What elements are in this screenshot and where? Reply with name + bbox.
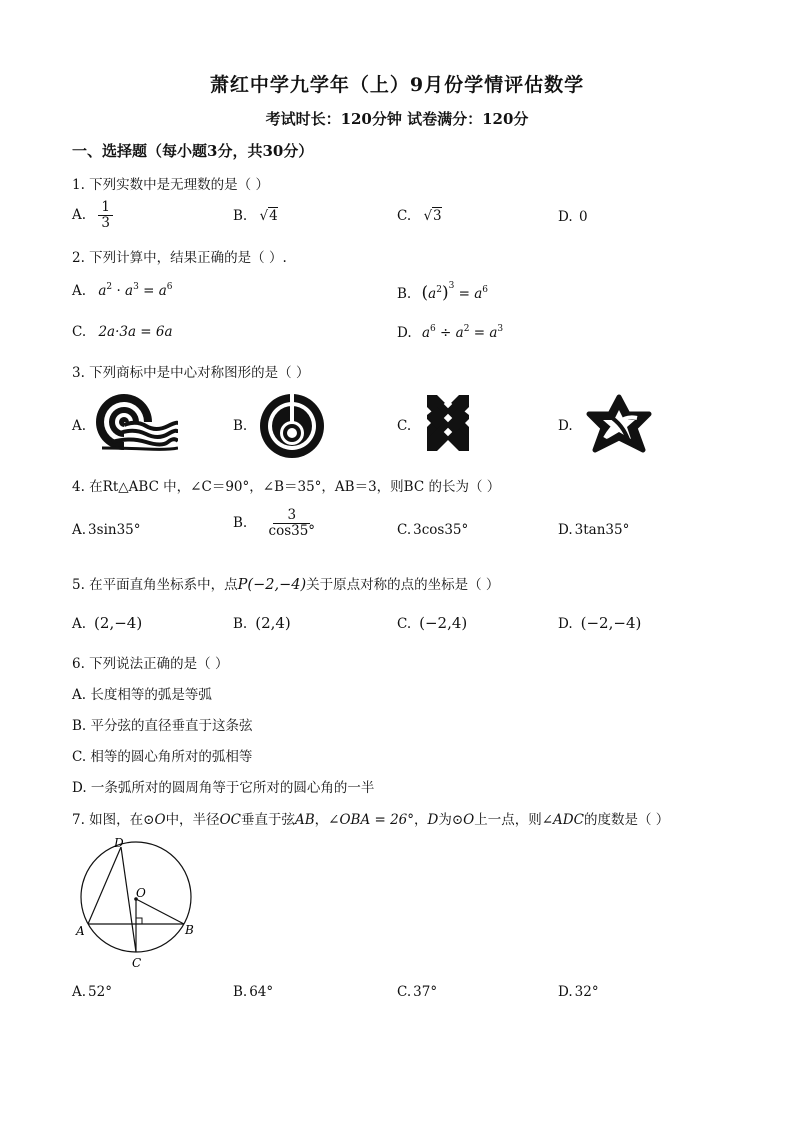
point-p: P(−2,−4) xyxy=(237,577,307,593)
label-b: B xyxy=(185,923,194,937)
sqrt-sign: √ xyxy=(423,208,433,224)
q2-option-a[interactable] xyxy=(72,282,173,299)
logo-spiral-icon[interactable] xyxy=(94,392,178,454)
option-value: 37° xyxy=(413,984,438,1000)
q6-option-c[interactable]: C. 相等的圆心角所对的弧相等 xyxy=(72,749,253,765)
q7-option-a[interactable] xyxy=(72,984,112,1000)
question-1-stem: 1. 下列实数中是无理数的是（ ） xyxy=(72,177,269,193)
q3-option-c-label[interactable]: C. xyxy=(397,418,412,434)
q6-option-d[interactable]: D. 一条弧所对的圆周角等于它所对的圆心角的一半 xyxy=(72,780,375,796)
question-5-stem: 5. 在平面直角坐标系中，点P(−2,−4)关于原点对称的点的坐标是（ ） xyxy=(72,577,500,593)
sqrt-sign: √ xyxy=(259,208,269,224)
option-label: A. xyxy=(72,984,87,1000)
option-label: C. xyxy=(397,984,412,1000)
denominator: cos35° xyxy=(268,522,316,539)
option-label: D. xyxy=(397,325,412,341)
q1-option-a[interactable] xyxy=(72,200,113,231)
q1-option-d[interactable] xyxy=(558,209,588,225)
option-label: C. xyxy=(397,616,412,632)
option-label: C. xyxy=(397,522,412,538)
option-label: C. xyxy=(72,324,87,340)
numerator: 3 xyxy=(273,508,310,524)
q4-option-d[interactable] xyxy=(558,522,629,538)
q4-option-c[interactable] xyxy=(397,522,468,538)
q6-option-b[interactable]: B. 平分弦的直径垂直于这条弦 xyxy=(72,718,253,734)
q2-option-d[interactable] xyxy=(397,324,503,341)
fraction xyxy=(266,508,319,539)
label-c: C xyxy=(132,956,142,970)
q1-option-c[interactable] xyxy=(397,208,442,224)
page-title: 萧红中学九学年（上）9月份学情评估数学 xyxy=(209,74,585,96)
numerator: 1 xyxy=(98,200,113,216)
q7-option-c[interactable] xyxy=(397,984,437,1000)
exam-info: 考试时长：120分钟 试卷满分：120分 xyxy=(265,110,529,128)
question-6-stem: 6. 下列说法正确的是（ ） xyxy=(72,656,229,672)
q1-option-b[interactable] xyxy=(233,208,278,224)
math-expression: $(a^2)^3 = a^6$ xyxy=(421,281,489,303)
option-label: B. xyxy=(233,984,248,1000)
option-value: 52° xyxy=(88,984,112,1000)
logo-concentric-icon[interactable] xyxy=(258,393,326,459)
option-label: A. xyxy=(72,616,87,632)
q4-option-b[interactable] xyxy=(233,508,318,539)
option-value: 0 xyxy=(578,209,588,225)
logo-star-icon[interactable] xyxy=(583,394,655,456)
label-d: D xyxy=(114,836,124,850)
q5-option-b[interactable] xyxy=(233,614,291,632)
option-label: B. xyxy=(397,286,412,302)
q2-option-b[interactable] xyxy=(397,281,488,303)
label-a: A xyxy=(76,924,85,938)
q3-option-d-label[interactable]: D. xyxy=(558,418,573,434)
q5-option-d[interactable] xyxy=(558,614,641,632)
option-value: (2,4) xyxy=(255,614,291,632)
q6-option-a[interactable]: A. 长度相等的弧是等弧 xyxy=(72,687,212,703)
section-heading: 一、选择题（每小题3分，共30分） xyxy=(72,142,314,160)
option-label: A. xyxy=(72,522,87,538)
option-value: (−2,−4) xyxy=(580,614,642,632)
option-value: 32° xyxy=(574,984,599,1000)
option-label: D. xyxy=(558,209,573,225)
q5-option-a[interactable] xyxy=(72,614,142,632)
question-3-stem: 3. 下列商标中是中心对称图形的是（ ） xyxy=(72,365,310,381)
question-4-stem: 4. 在Rt△ABC 中，∠C＝90°，∠B＝35°，AB＝3，则BC 的长为（ ） xyxy=(72,479,501,495)
math-expression: $a^6 \div a^2 = a^3$ xyxy=(421,324,504,341)
logo-knot-icon[interactable] xyxy=(423,393,473,453)
option-value: (2,−4) xyxy=(94,614,143,632)
radicand: 4 xyxy=(269,208,278,224)
option-label: D. xyxy=(558,984,573,1000)
option-label: B. xyxy=(233,208,248,224)
option-label: A. xyxy=(72,283,87,299)
option-value: 64° xyxy=(249,984,274,1000)
option-label: D. xyxy=(558,616,573,632)
q2-option-c[interactable] xyxy=(72,324,173,340)
question-7-stem: 7. 如图，在⊙O中，半径OC垂直于弦AB，∠OBA = 26°，D为⊙O上一点，则∠ADC的度数是（ ） xyxy=(72,812,670,828)
option-value: 3cos35° xyxy=(413,522,469,538)
option-label: B. xyxy=(233,514,248,531)
option-value: (−2,4) xyxy=(419,614,468,632)
option-label: D. xyxy=(558,522,573,538)
option-value: 3tan35° xyxy=(574,522,630,538)
q3-option-a-label[interactable]: A. xyxy=(72,418,87,434)
denominator: 3 xyxy=(101,214,110,231)
math-expression: $a^2 \cdot a^3 = a^6$ xyxy=(98,282,173,299)
option-label: C. xyxy=(397,208,412,224)
radicand: 3 xyxy=(433,208,442,224)
q4-option-a[interactable] xyxy=(72,522,141,538)
q3-option-b-label[interactable]: B. xyxy=(233,418,248,434)
q5-option-c[interactable] xyxy=(397,614,467,632)
circle-geometry-figure xyxy=(74,835,204,973)
question-2-stem: 2. 下列计算中，结果正确的是（ ）. xyxy=(72,250,287,266)
option-label: A. xyxy=(72,206,87,223)
fraction xyxy=(98,200,113,231)
q7-option-d[interactable] xyxy=(558,984,599,1000)
q7-option-b[interactable] xyxy=(233,984,273,1000)
option-label: B. xyxy=(233,616,248,632)
math-expression: 2a·3a = 6a xyxy=(98,324,173,340)
label-o: O xyxy=(136,886,146,900)
option-value: 3sin35° xyxy=(88,522,141,538)
